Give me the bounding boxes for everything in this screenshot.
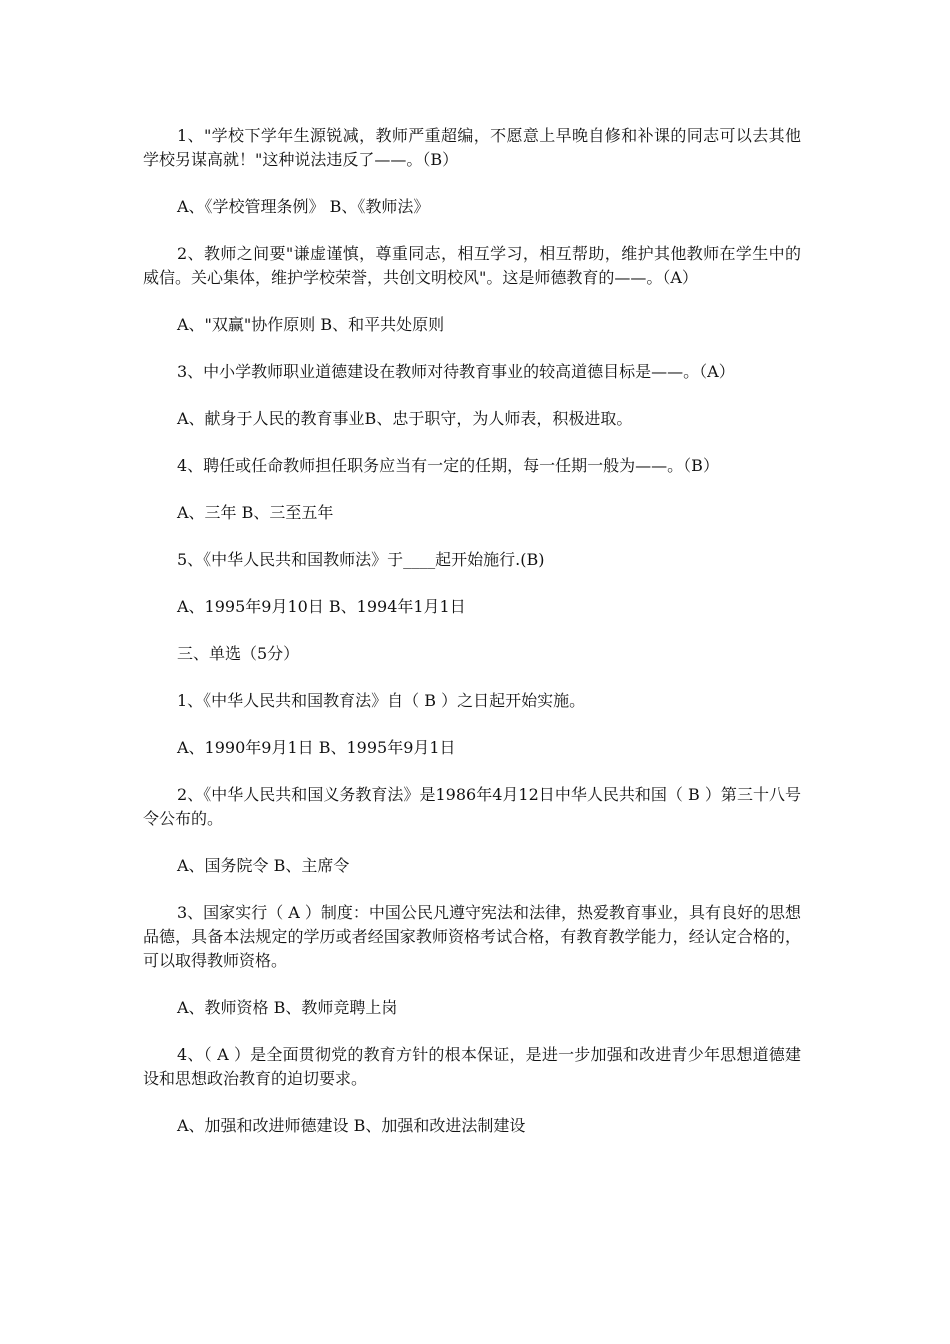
single-choice-3-text: 3、国家实行（ A ）制度：中国公民凡遵守宪法和法律，热爱教育事业，具有良好的思想品德，具备本法规定的学历或者经国家教师资格考试合格，有教育教学能力，经认定合格的，可以取得教师资格。 (143, 903, 801, 970)
question-2-text: 2、教师之间要"谦虚谨慎，尊重同志，相互学习，相互帮助，维护其他教师在学生中的威信。关心集体，维护学校荣誉，共创文明校风"。这是师德教育的——。（A） (143, 244, 801, 287)
question-4-text: 4、聘任或任命教师担任职务应当有一定的任期，每一任期一般为——。（B） (177, 456, 719, 475)
question-5-text: 5、《中华人民共和国教师法》于____起开始施行.(B) (177, 550, 545, 569)
question-4-options: A、三年 B、三至五年 (177, 503, 334, 522)
question-1-text: 1、"学校下学年生源锐减，教师严重超编，不愿意上早晚自修和补课的同志可以去其他学校另谋高就！"这种说法违反了——。（B） (143, 126, 801, 169)
question-3-text: 3、中小学教师职业道德建设在教师对待教育事业的较高道德目标是——。（A） (177, 362, 735, 381)
document-body (143, 124, 801, 1138)
question-1-options: A、《学校管理条例》 B、《教师法》 (177, 197, 430, 216)
single-choice-1-text: 1、《中华人民共和国教育法》自（ B ）之日起开始实施。 (177, 691, 586, 710)
single-choice-2-text: 2、《中华人民共和国义务教育法》是1986年4月12日中华人民共和国（ B ）第三十八号令公布的。 (143, 785, 801, 828)
question-2-options: A、"双赢"协作原则 B、和平共处原则 (177, 315, 445, 334)
section-heading: 三、单选（5分） (177, 644, 300, 663)
single-choice-1-options: A、1990年9月1日 B、1995年9月1日 (177, 738, 456, 757)
single-choice-4-options: A、加强和改进师德建设 B、加强和改进法制建设 (177, 1116, 526, 1135)
single-choice-3-options: A、教师资格 B、教师竞聘上岗 (177, 998, 398, 1017)
single-choice-2-options: A、国务院令 B、主席令 (177, 856, 350, 875)
question-3-options: A、献身于人民的教育事业B、忠于职守，为人师表，积极进取。 (177, 409, 633, 428)
question-5-options: A、1995年9月10日 B、1994年1月1日 (177, 597, 466, 616)
single-choice-4-text: 4、（ A ）是全面贯彻党的教育方针的根本保证，是进一步加强和改进青少年思想道德建设和思想政治教育的迫切要求。 (143, 1045, 801, 1088)
